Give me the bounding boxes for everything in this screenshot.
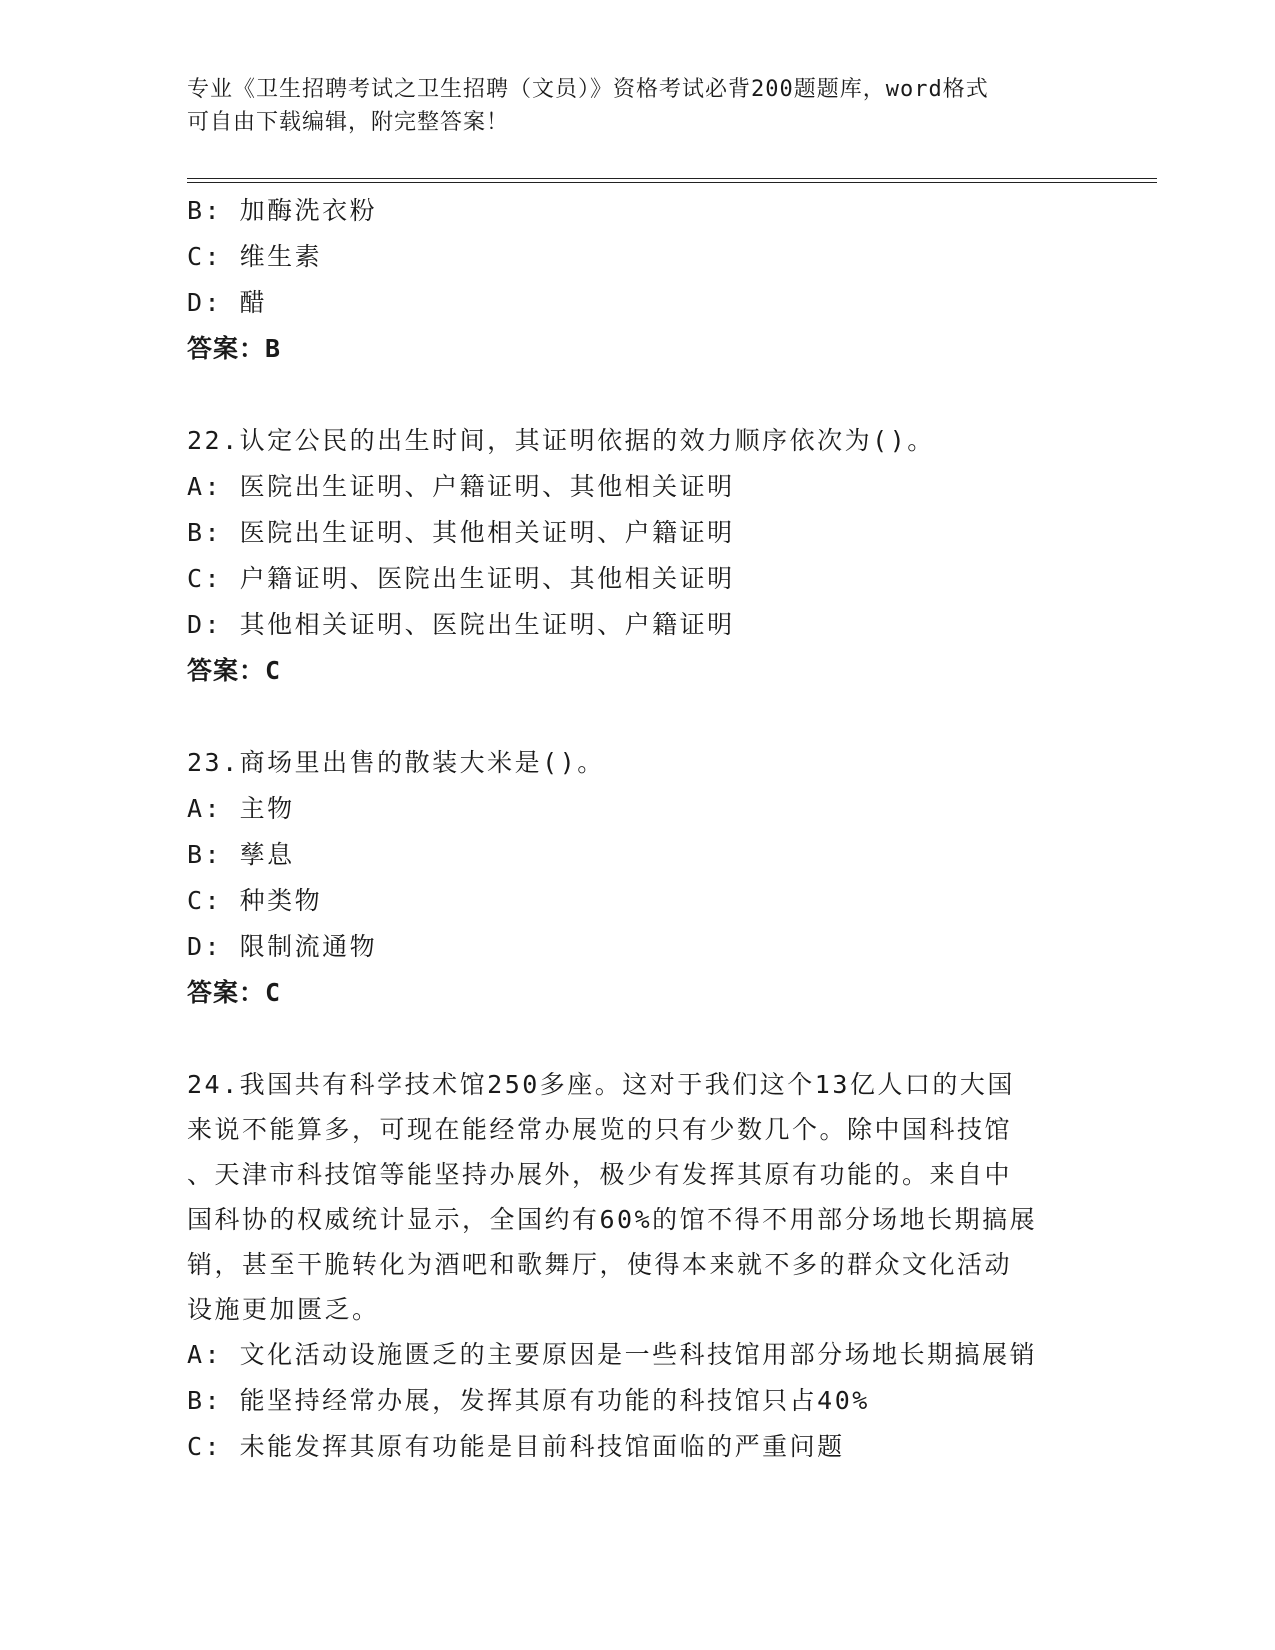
option-c: C: 维生素 bbox=[187, 242, 323, 271]
option-b: B: 能坚持经常办展，发挥其原有功能的科技馆只占40% bbox=[187, 1386, 870, 1415]
question-21-continued bbox=[187, 188, 1087, 372]
question-stem-line: 24.我国共有科学技术馆250多座。这对于我们这个13亿人口的大国 bbox=[187, 1070, 1015, 1099]
question-stem-line: 国科协的权威统计显示，全国约有60%的馆不得不用部分场地长期搞展 bbox=[187, 1205, 1038, 1234]
option-d: D: 其他相关证明、医院出生证明、户籍证明 bbox=[187, 610, 735, 639]
document-page bbox=[187, 0, 1157, 1650]
question-22 bbox=[187, 418, 1087, 694]
question-list bbox=[187, 188, 1087, 1470]
option-b: B: 孳息 bbox=[187, 840, 295, 869]
question-24 bbox=[187, 1062, 1087, 1470]
header-line-1: 专业《卫生招聘考试之卫生招聘（文员）》资格考试必背200题题库，word格式 bbox=[187, 77, 989, 102]
option-a: A: 医院出生证明、户籍证明、其他相关证明 bbox=[187, 472, 735, 501]
option-d: D: 限制流通物 bbox=[187, 932, 378, 961]
header-line-2: 可自由下载编辑，附完整答案！ bbox=[187, 110, 510, 135]
option-b: B: 加酶洗衣粉 bbox=[187, 196, 378, 225]
question-stem: 22.认定公民的出生时间，其证明依据的效力顺序依次为()。 bbox=[187, 426, 935, 455]
option-c: C: 户籍证明、医院出生证明、其他相关证明 bbox=[187, 564, 735, 593]
option-a: A: 主物 bbox=[187, 794, 295, 823]
question-stem-line: 、天津市科技馆等能坚持办展外，极少有发挥其原有功能的。来自中 bbox=[187, 1160, 1013, 1189]
option-d: D: 醋 bbox=[187, 288, 268, 317]
option-c: C: 种类物 bbox=[187, 886, 323, 915]
question-stem-line: 来说不能算多，可现在能经常办展览的只有少数几个。除中国科技馆 bbox=[187, 1115, 1013, 1144]
answer-label: 答案：B bbox=[187, 334, 282, 363]
option-a: A: 文化活动设施匮乏的主要原因是一些科技馆用部分场地长期搞展销 bbox=[187, 1340, 1038, 1369]
question-23 bbox=[187, 740, 1087, 1016]
document-header bbox=[187, 73, 1087, 139]
question-stem-line: 设施更加匮乏。 bbox=[187, 1295, 380, 1324]
answer-label: 答案：C bbox=[187, 656, 282, 685]
answer-label: 答案：C bbox=[187, 978, 282, 1007]
header-divider bbox=[187, 178, 1157, 183]
question-stem-line: 销，甚至干脆转化为酒吧和歌舞厅，使得本来就不多的群众文化活动 bbox=[187, 1250, 1013, 1279]
option-b: B: 医院出生证明、其他相关证明、户籍证明 bbox=[187, 518, 735, 547]
option-c: C: 未能发挥其原有功能是目前科技馆面临的严重问题 bbox=[187, 1432, 845, 1461]
question-stem: 23.商场里出售的散装大米是()。 bbox=[187, 748, 605, 777]
